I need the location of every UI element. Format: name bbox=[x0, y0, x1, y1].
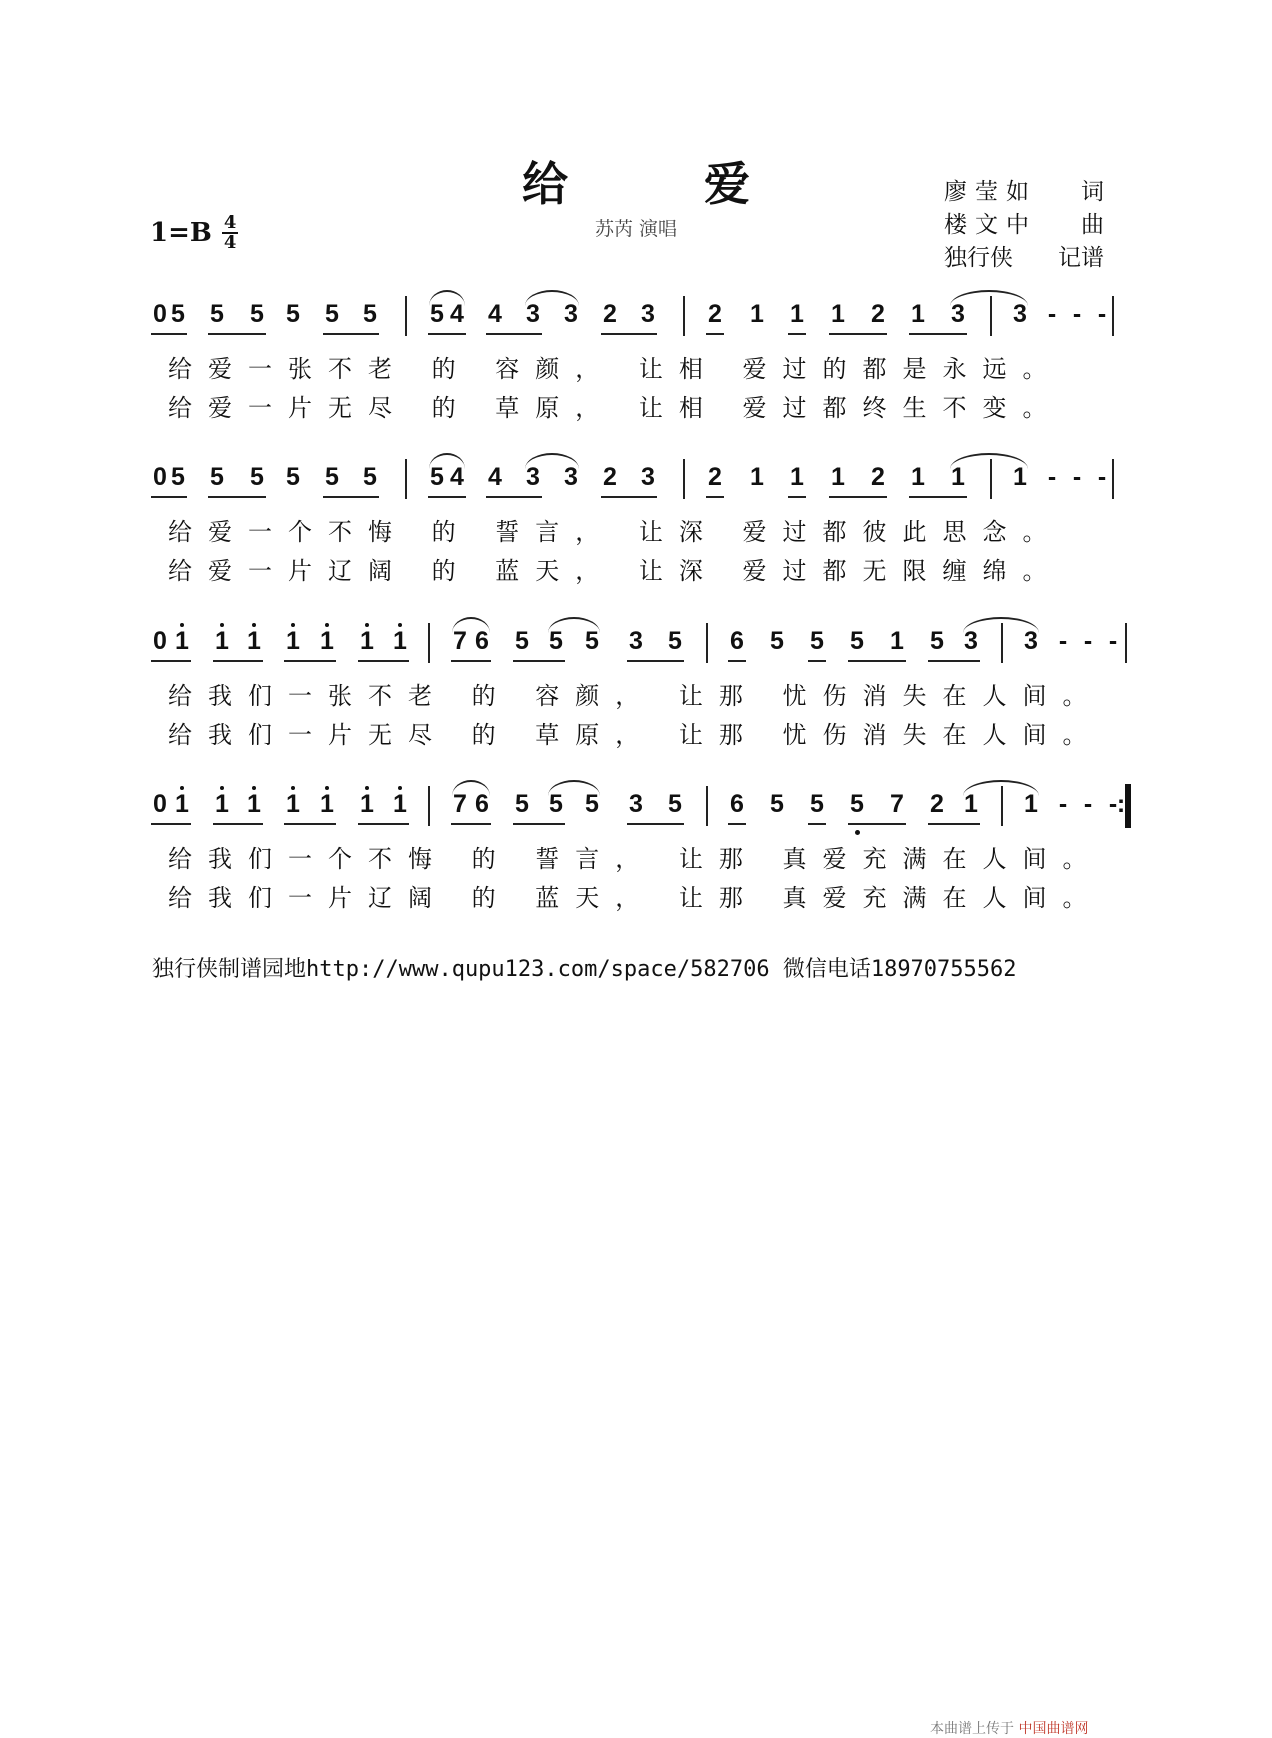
transcriber-credit: 独行侠 记谱 bbox=[944, 245, 1104, 271]
beam-underline bbox=[788, 496, 806, 498]
notation-line bbox=[150, 290, 1115, 350]
beam-underline bbox=[627, 823, 684, 825]
beam-underline bbox=[808, 660, 826, 662]
score-system-3 bbox=[150, 617, 1118, 755]
score-system-4 bbox=[150, 780, 1126, 918]
singer-credit: 苏芮 演唱 bbox=[594, 218, 678, 240]
beam-underline bbox=[451, 823, 491, 825]
lyric-verse-1: 给我们一张不老 的 容颜， 让那 忧伤消失在人间。 bbox=[168, 682, 1103, 710]
beam-underline bbox=[848, 823, 906, 825]
slur-tie bbox=[963, 780, 1039, 796]
octave-dot-above bbox=[252, 623, 256, 627]
beam-underline bbox=[706, 333, 724, 335]
beam-underline bbox=[601, 496, 657, 498]
note: 0 bbox=[153, 463, 167, 491]
note: 1 bbox=[831, 300, 845, 328]
note: 6 bbox=[730, 627, 744, 655]
note: 5 bbox=[430, 300, 444, 328]
note: 5 bbox=[171, 300, 185, 328]
note: 6 bbox=[475, 627, 489, 655]
slur-tie bbox=[950, 453, 1028, 469]
slur-tie bbox=[963, 617, 1039, 633]
note: 5 bbox=[210, 463, 224, 491]
note: 5 bbox=[810, 627, 824, 655]
beam-underline bbox=[151, 496, 187, 498]
note: 3 bbox=[629, 790, 643, 818]
note: 1 bbox=[215, 790, 229, 818]
note: 7 bbox=[890, 790, 904, 818]
note: 5 bbox=[171, 463, 185, 491]
note: 5 bbox=[286, 463, 300, 491]
song-title: 给 爱 bbox=[521, 157, 810, 211]
beam-underline bbox=[284, 660, 336, 662]
repeat-colon: : bbox=[1116, 790, 1126, 818]
slur-tie bbox=[429, 290, 465, 306]
note: 2 bbox=[708, 300, 722, 328]
beam-underline bbox=[728, 823, 746, 825]
dash-note: - bbox=[1047, 463, 1057, 491]
note: 1 bbox=[247, 627, 261, 655]
beam-underline bbox=[706, 496, 724, 498]
note: 5 bbox=[515, 790, 529, 818]
note: 1 bbox=[393, 790, 407, 818]
beam-underline bbox=[829, 496, 887, 498]
slur-tie bbox=[548, 780, 600, 796]
note: 1 bbox=[215, 627, 229, 655]
note: 5 bbox=[585, 627, 599, 655]
slur-tie bbox=[429, 453, 465, 469]
beam-underline bbox=[428, 496, 466, 498]
note: 2 bbox=[708, 463, 722, 491]
note: 3 bbox=[564, 463, 578, 491]
beam-underline bbox=[728, 660, 746, 662]
beam-underline bbox=[928, 660, 980, 662]
notation-line bbox=[150, 780, 1126, 840]
beam-underline bbox=[213, 823, 263, 825]
beam-underline bbox=[358, 660, 409, 662]
note: 2 bbox=[871, 463, 885, 491]
beam-underline bbox=[513, 823, 565, 825]
note: 1 bbox=[790, 300, 804, 328]
octave-dot-above bbox=[325, 623, 329, 627]
octave-dot-above bbox=[180, 786, 184, 790]
beam-underline bbox=[151, 660, 191, 662]
beam-underline bbox=[486, 333, 542, 335]
lyric-verse-2: 给爱一片辽阔 的 蓝天， 让深 爱过都无限缠绵。 bbox=[168, 557, 1063, 585]
beam-underline bbox=[909, 333, 967, 335]
beam-underline bbox=[213, 660, 263, 662]
key-signature bbox=[150, 214, 238, 252]
barline bbox=[1112, 296, 1114, 336]
slur-tie bbox=[525, 453, 579, 469]
note: 1 bbox=[750, 300, 764, 328]
beam-underline bbox=[208, 333, 266, 335]
note: 3 bbox=[526, 463, 540, 491]
note: 3 bbox=[964, 627, 978, 655]
note: 4 bbox=[488, 463, 502, 491]
note: 2 bbox=[871, 300, 885, 328]
slur-tie bbox=[548, 617, 600, 633]
octave-dot-above bbox=[365, 623, 369, 627]
beam-underline bbox=[601, 333, 657, 335]
octave-dot-above bbox=[220, 786, 224, 790]
note: 5 bbox=[325, 463, 339, 491]
barline bbox=[683, 459, 685, 499]
note: 0 bbox=[153, 627, 167, 655]
score-system-1 bbox=[150, 290, 1115, 428]
dash-note: - bbox=[1083, 790, 1093, 818]
octave-dot-above bbox=[180, 623, 184, 627]
note: 3 bbox=[564, 300, 578, 328]
note: 2 bbox=[603, 463, 617, 491]
note: 5 bbox=[668, 627, 682, 655]
notation-line bbox=[150, 453, 1115, 513]
note: 5 bbox=[286, 300, 300, 328]
note: 5 bbox=[850, 627, 864, 655]
time-signature: 4 4 bbox=[223, 212, 237, 253]
octave-dot-above bbox=[291, 786, 295, 790]
beam-underline bbox=[928, 823, 980, 825]
credits-block bbox=[944, 176, 1104, 275]
octave-dot-below bbox=[855, 830, 860, 835]
beam-underline bbox=[451, 660, 491, 662]
note: 1 bbox=[964, 790, 978, 818]
note: 6 bbox=[475, 790, 489, 818]
beam-underline bbox=[151, 333, 187, 335]
note: 5 bbox=[668, 790, 682, 818]
key-label: 1=B bbox=[150, 218, 212, 248]
octave-dot-above bbox=[291, 623, 295, 627]
note: 5 bbox=[210, 300, 224, 328]
note: 1 bbox=[393, 627, 407, 655]
beam-underline bbox=[829, 333, 887, 335]
note: 3 bbox=[629, 627, 643, 655]
note: 1 bbox=[890, 627, 904, 655]
note: 7 bbox=[453, 790, 467, 818]
octave-dot-above bbox=[365, 786, 369, 790]
note: 4 bbox=[488, 300, 502, 328]
lyric-verse-2: 给我们一片无尽 的 草原， 让那 忧伤消失在人间。 bbox=[168, 721, 1103, 749]
note: 5 bbox=[325, 300, 339, 328]
note: 5 bbox=[930, 627, 944, 655]
score-system-2 bbox=[150, 453, 1115, 591]
note: 0 bbox=[153, 790, 167, 818]
note: 3 bbox=[526, 300, 540, 328]
note: 3 bbox=[641, 300, 655, 328]
note: 1 bbox=[320, 627, 334, 655]
barline bbox=[706, 786, 708, 826]
octave-dot-above bbox=[325, 786, 329, 790]
dash-note: - bbox=[1058, 790, 1068, 818]
note: 7 bbox=[453, 627, 467, 655]
note: 3 bbox=[641, 463, 655, 491]
octave-dot-above bbox=[220, 623, 224, 627]
octave-dot-above bbox=[252, 786, 256, 790]
barline bbox=[405, 296, 407, 336]
beam-underline bbox=[284, 823, 336, 825]
note: 5 bbox=[363, 300, 377, 328]
beam-underline bbox=[909, 496, 967, 498]
lyricist-credit: 廖莹如 词 bbox=[944, 179, 1104, 205]
note: 1 bbox=[360, 790, 374, 818]
beam-underline bbox=[428, 333, 466, 335]
note: 1 bbox=[286, 790, 300, 818]
note: 5 bbox=[850, 790, 864, 818]
barline bbox=[1125, 623, 1127, 663]
note: 1 bbox=[951, 463, 965, 491]
note: 5 bbox=[770, 627, 784, 655]
octave-dot-above bbox=[398, 786, 402, 790]
slur-tie bbox=[452, 617, 490, 633]
note: 1 bbox=[911, 463, 925, 491]
beam-underline bbox=[358, 823, 409, 825]
note: 6 bbox=[730, 790, 744, 818]
note: 5 bbox=[549, 627, 563, 655]
lyric-verse-2: 给爱一片无尽 的 草原， 让相 爱过都终生不变。 bbox=[168, 394, 1063, 422]
barline bbox=[683, 296, 685, 336]
barline bbox=[1112, 459, 1114, 499]
note: 1 bbox=[320, 790, 334, 818]
beam-underline bbox=[486, 496, 542, 498]
note: 5 bbox=[250, 300, 264, 328]
note: 1 bbox=[175, 627, 189, 655]
beam-underline bbox=[788, 333, 806, 335]
note: 3 bbox=[951, 300, 965, 328]
lyric-verse-1: 给爱一张不老 的 容颜， 让相 爱过的都是永远。 bbox=[168, 355, 1063, 383]
dash-note: - bbox=[1108, 790, 1118, 818]
note: 4 bbox=[450, 300, 464, 328]
slur-tie bbox=[452, 780, 490, 796]
beam-underline bbox=[323, 333, 379, 335]
barline bbox=[706, 623, 708, 663]
note: 1 bbox=[1013, 463, 1027, 491]
beam-underline bbox=[627, 660, 684, 662]
note: 1 bbox=[750, 463, 764, 491]
dash-note: - bbox=[1058, 627, 1068, 655]
lyric-verse-1: 给爱一个不悔 的 誓言， 让深 爱过都彼此思念。 bbox=[168, 518, 1063, 546]
note: 5 bbox=[363, 463, 377, 491]
dash-note: - bbox=[1072, 463, 1082, 491]
lyric-verse-2: 给我们一片辽阔 的 蓝天， 让那 真爱充满在人间。 bbox=[168, 884, 1103, 912]
composer-credit: 楼文中 曲 bbox=[944, 212, 1104, 238]
note: 1 bbox=[790, 463, 804, 491]
note: 0 bbox=[153, 300, 167, 328]
note: 1 bbox=[286, 627, 300, 655]
beam-underline bbox=[151, 823, 191, 825]
note: 5 bbox=[250, 463, 264, 491]
note: 3 bbox=[1013, 300, 1027, 328]
note: 5 bbox=[585, 790, 599, 818]
lyric-verse-1: 给我们一个不悔 的 誓言， 让那 真爱充满在人间。 bbox=[168, 845, 1103, 873]
note: 1 bbox=[247, 790, 261, 818]
note: 1 bbox=[1024, 790, 1038, 818]
note: 5 bbox=[770, 790, 784, 818]
note: 1 bbox=[175, 790, 189, 818]
dash-note: - bbox=[1097, 300, 1107, 328]
note: 1 bbox=[911, 300, 925, 328]
beam-underline bbox=[848, 660, 906, 662]
note: 2 bbox=[603, 300, 617, 328]
note: 3 bbox=[1024, 627, 1038, 655]
site-watermark: 本曲谱上传于 中国曲谱网 bbox=[930, 1721, 1089, 1737]
dash-note: - bbox=[1108, 627, 1118, 655]
beam-underline bbox=[513, 660, 565, 662]
note: 5 bbox=[810, 790, 824, 818]
note: 4 bbox=[450, 463, 464, 491]
note: 5 bbox=[549, 790, 563, 818]
note: 2 bbox=[930, 790, 944, 818]
dash-note: - bbox=[1097, 463, 1107, 491]
note: 1 bbox=[831, 463, 845, 491]
slur-tie bbox=[950, 290, 1028, 306]
note: 1 bbox=[360, 627, 374, 655]
octave-dot-above bbox=[398, 623, 402, 627]
note: 5 bbox=[430, 463, 444, 491]
beam-underline bbox=[808, 823, 826, 825]
barline bbox=[428, 786, 430, 826]
beam-underline bbox=[323, 496, 379, 498]
barline bbox=[405, 459, 407, 499]
notation-line bbox=[150, 617, 1118, 677]
footer-contact: 独行侠制谱园地http://www.qupu123.com/space/582706 微信电话18970755562 bbox=[152, 957, 1017, 982]
dash-note: - bbox=[1072, 300, 1082, 328]
barline bbox=[428, 623, 430, 663]
dash-note: - bbox=[1083, 627, 1093, 655]
slur-tie bbox=[525, 290, 579, 306]
dash-note: - bbox=[1047, 300, 1057, 328]
beam-underline bbox=[208, 496, 266, 498]
note: 5 bbox=[515, 627, 529, 655]
